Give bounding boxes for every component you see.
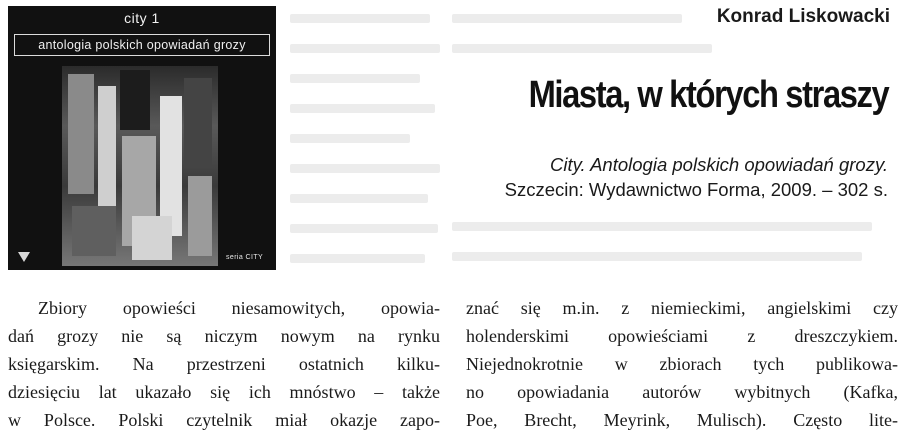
text-line: w Polsce. Polski czytelnik miał okazje zapo- [8,410,440,430]
bibliographic-note [505,152,888,202]
text-line: znać się m.in. z niemieckimi, angielskimi czy [466,298,898,318]
body-column-right [466,294,898,434]
cover-series-label: seria CITY [226,254,264,261]
text-line: Poe, Brecht, Meyrink, Mulisch). Często lite- [466,410,898,430]
text-line: dań grozy nie są niczym nowym na rynku [8,326,440,346]
cover-title: city 1 [124,10,160,26]
cover-artwork [62,66,218,266]
book-cover [8,6,276,270]
article-author: Konrad Liskowacki [716,6,890,27]
text-line: dziesięciu lat ukazało się ich mnóstwo – także [8,382,440,402]
book-title: City. Antologia polskich opowiadań grozy. [550,154,888,175]
text-line: Niejednokrotnie w zbiorach tych publikowa- [466,354,898,374]
book-publication: Szczecin: Wydawnictwo Forma, 2009. – 302 s. [504,179,888,200]
text-line: Zbiory opowieści niesamowitych, opowia- [38,298,440,318]
cover-subtitle: antologia polskich opowiadań grozy [14,34,270,56]
body-column-left [8,294,440,434]
text-line: no opowiadania autorów wybitnych (Kafka, [466,382,898,402]
text-line: księgarskim. Na przestrzeni ostatnich kilku- [8,354,440,374]
text-line: holenderskimi opowieściami z dreszczykiem. [466,326,898,346]
publisher-logo-icon [18,252,30,262]
article-headline: Miasta, w których straszy [528,74,888,116]
